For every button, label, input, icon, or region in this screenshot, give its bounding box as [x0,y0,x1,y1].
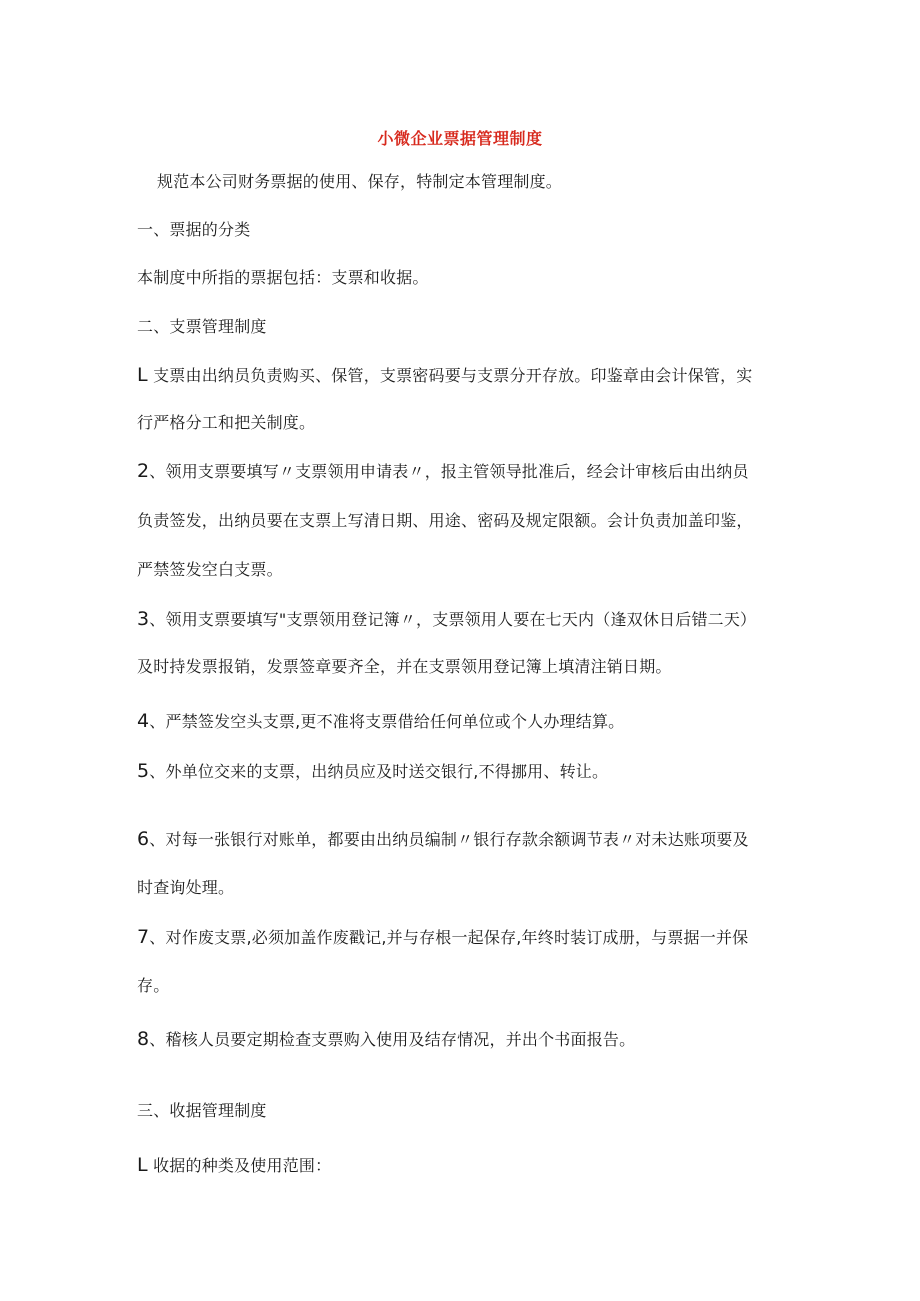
list-item [137,1155,331,1176]
item-number: 5 [137,760,150,782]
intro-paragraph: 规范本公司财务票据的使用、保存，特制定本管理制度。 [157,172,563,191]
item-text-continued: 行严格分工和把关制度。 [137,413,316,432]
item-number: 2 [137,460,150,482]
item-number: 7 [137,926,150,948]
item-text-continued: 时查询处理。 [137,878,235,897]
section-1-heading: 一、票据的分类 [137,220,251,239]
item-text: 收据的种类及使用范围： [153,1156,332,1175]
item-text: 、对每一张银行对账单，都要由出纳员编制〃银行存款余额调节表〃对未达账项要及 [149,830,749,849]
section-2-heading: 二、支票管理制度 [137,317,267,336]
section-1-text: 本制度中所指的票据包括：支票和收据。 [137,268,429,287]
list-item [137,761,608,782]
item-number: 6 [137,828,150,850]
list-item [137,711,624,732]
list-item [137,609,756,630]
item-text: 、领用支票要填写"支票领用登记簿〃，支票领用人要在七天内（逢双休日后错二天） [149,610,757,629]
item-number: 4 [137,710,150,732]
document-title: 小微企业票据管理制度 [377,129,543,148]
item-text-continued: 严禁签发空白支票。 [137,560,283,579]
list-item [137,1029,635,1050]
item-text-continued: 及时持发票报销，发票签章要齐全，并在支票领用登记簿上填清注销日期。 [137,657,672,676]
item-number: L [137,364,148,386]
list-item [137,461,749,482]
item-text: 、对作废支票,必须加盖作废戳记,并与存根一起保存,年终时装订成册，与票据一并保 [149,928,749,947]
item-text: 、领用支票要填写〃支票领用申请表〃，报主管领导批准后，经会计审核后由出纳员 [149,462,749,481]
item-number: 8 [137,1028,150,1050]
item-text-continued: 存。 [137,976,170,995]
item-number: L [137,1154,148,1176]
item-text: 、严禁签发空头支票,更不准将支票借给任何单位或个人办理结算。 [149,712,625,731]
item-text: 、稽核人员要定期检查支票购入使用及结存情况，并出个书面报告。 [149,1030,636,1049]
item-text: 支票由出纳员负责购买、保管，支票密码要与支票分开存放。印鉴章由会计保管，实 [153,366,753,385]
item-number: 3 [137,608,150,630]
list-item [137,927,748,948]
list-item [137,365,753,386]
section-3-heading: 三、收据管理制度 [137,1101,267,1120]
item-text-continued: 负责签发，出纳员要在支票上写清日期、用途、密码及规定限额。会计负责加盖印鉴， [137,511,753,530]
list-item [137,829,749,850]
item-text: 、外单位交来的支票，出纳员应及时送交银行,不得挪用、转让。 [149,762,609,781]
